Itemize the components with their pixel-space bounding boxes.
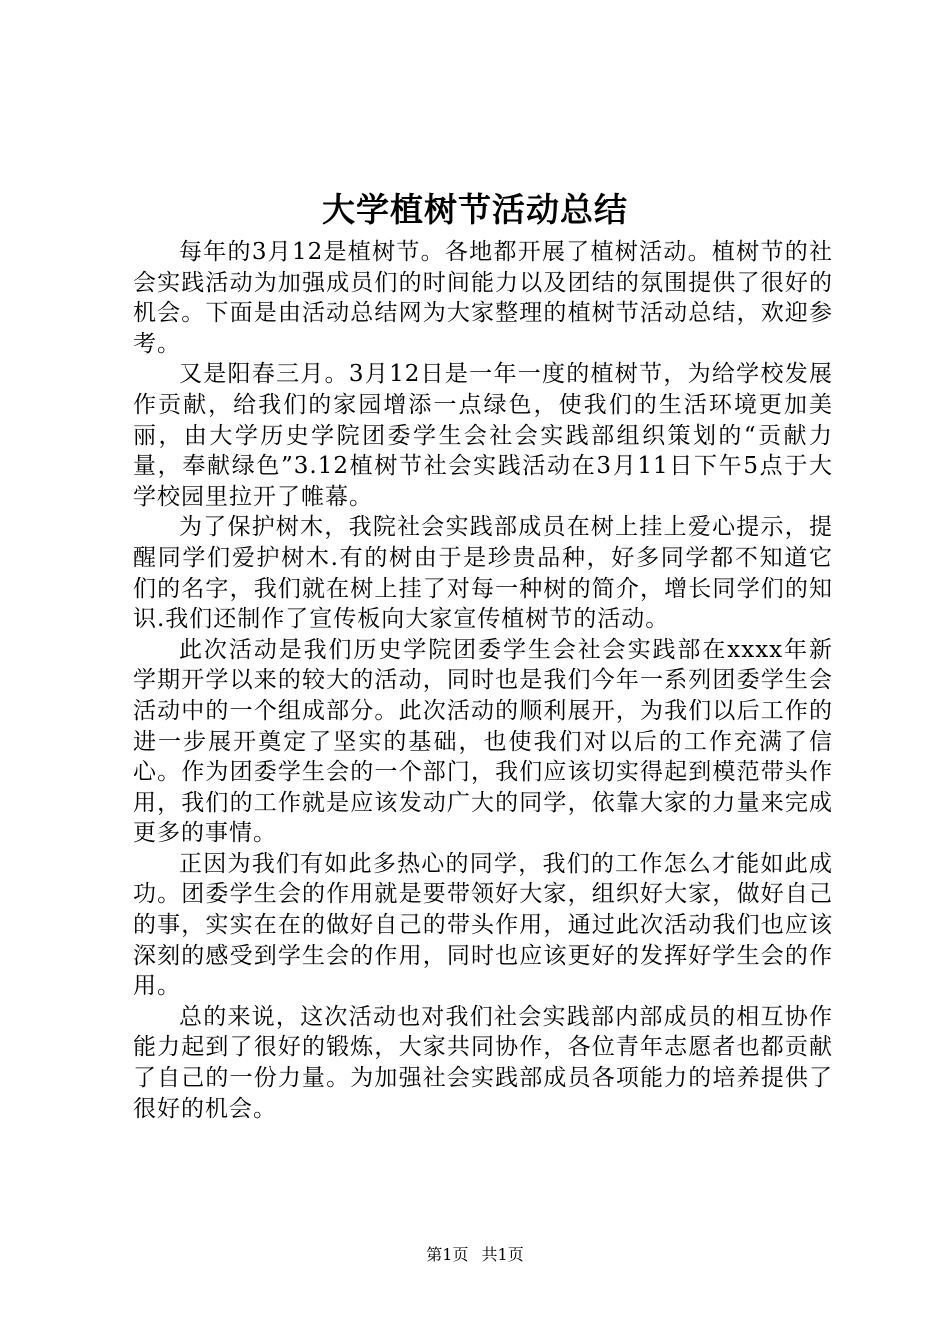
document-title: 大学植树节活动总结 bbox=[322, 190, 628, 229]
paragraph-2: 又是阳春三月。3月12日是一年一度的植树节，为给学校发展作贡献，给我们的家园增添一点绿色，使我们的生活环境更加美丽，由大学历史学院团委学生会社会实践部组织策划的“贡献力量，奉献绿色”3.12植树节社会实践活动在3月11日下午5点于大学校园里拉开了帷幕。 bbox=[133, 361, 833, 510]
paragraph-6: 总的来说，这次活动也对我们社会实践部内部成员的相互协作能力起到了很好的锻炼，大家共同协作，各位青年志愿者也都贡献了自己的一份力量。为加强社会实践部成员各项能力的培养提供了很好的机会。 bbox=[133, 1003, 833, 1122]
paragraph-1: 每年的3月12是植树节。各地都开展了植树活动。植树节的社会实践活动为加强成员们的时间能力以及团结的氛围提供了很好的机会。下面是由活动总结网为大家整理的植树节活动总结，欢迎参考。 bbox=[133, 239, 833, 357]
paragraph-3: 为了保护树木，我院社会实践部成员在树上挂上爱心提示，提醒同学们爱护树木.有的树由于是珍贵品种，好多同学都不知道它们的名字，我们就在树上挂了对每一种树的简介，增长同学们的知识.我们还制作了宣传板向大家宣传植树节的活动。 bbox=[133, 514, 833, 633]
paragraph-5: 正因为我们有如此多热心的同学，我们的工作怎么才能如此成功。团委学生会的作用就是要带领好大家，组织好大家，做好自己的事，实实在在的做好自己的带头作用，通过此次活动我们也应该深刻的感受到学生会的作用，同时也应该更好的发挥好学生会的作用。 bbox=[133, 850, 833, 1000]
page-number-current: 第1页 bbox=[426, 1245, 469, 1264]
document-body bbox=[133, 237, 833, 1124]
page-footer bbox=[0, 1245, 950, 1265]
paragraph-4: 此次活动是我们历史学院团委学生会社会实践部在xxxx年新学期开学以来的较大的活动，同时也是我们今年一系列团委学生会活动中的一个组成部分。此次活动的顺利展开，为我们以后工作的进一步展开奠定了坚实的基础，也使我们对以后的工作充满了信心。作为团委学生会的一个部门，我们应该切实得起到模范带头作用，我们的工作就是应该发动广大的同学，依靠大家的力量来完成更多的事情。 bbox=[133, 636, 833, 847]
page-number-total: 共1页 bbox=[481, 1245, 524, 1264]
